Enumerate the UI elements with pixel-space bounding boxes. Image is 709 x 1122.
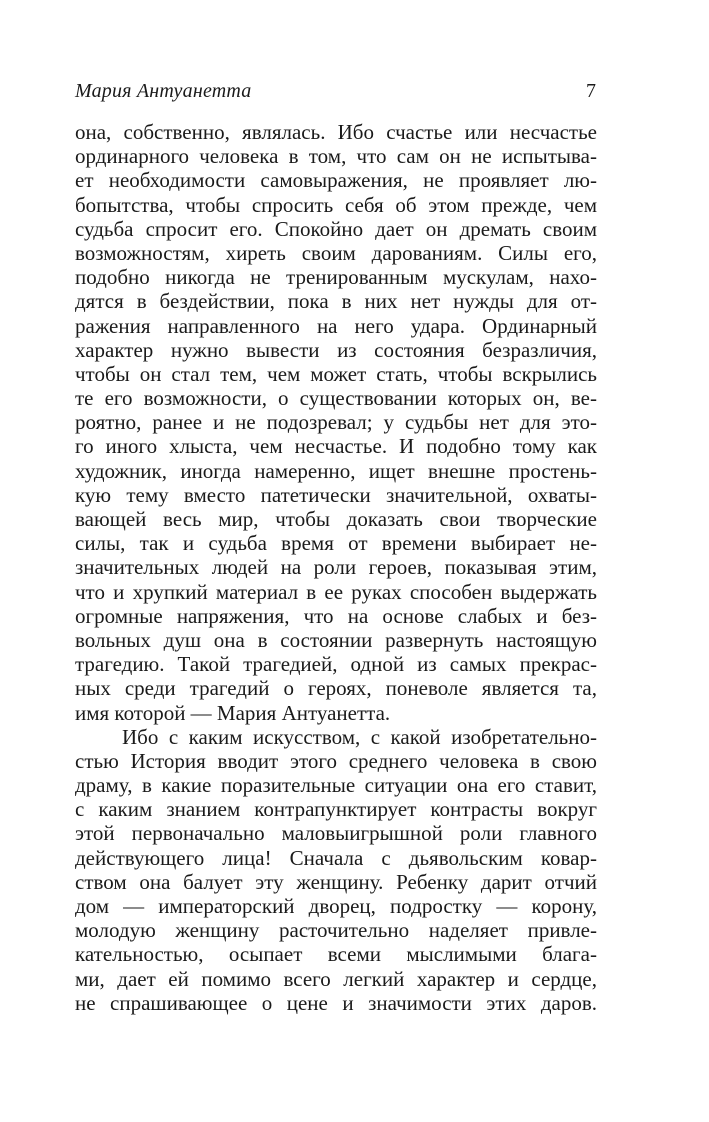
text-line: характер нужно вывести из состояния безразличия,: [75, 337, 597, 362]
text-line: художник, иногда намеренно, ищет внешне простень-: [75, 458, 597, 483]
paragraph-2: [75, 725, 597, 1015]
text-line: те его возможности, о существовании которых он, ве-: [75, 386, 597, 411]
text-line: бопытства, чтобы спросить себя об этом прежде, чем: [75, 192, 597, 217]
text-line: дом — императорский дворец, подростку — корону,: [75, 894, 597, 918]
text-line: молодую женщину расточительно наделяет привле-: [75, 918, 597, 943]
text-line: ражения направленного на него удара. Ординарный: [75, 313, 597, 338]
text-line: она, собственно, являлась. Ибо счастье или несчастье: [75, 120, 597, 144]
text-line: ет необходимости самовыражения, не проявляет лю-: [75, 168, 597, 193]
text-line: роятно, ранее и не подозревал; у судьбы нет для это-: [75, 410, 597, 435]
text-line: кательностью, осыпает всеми мыслимыми блага-: [75, 942, 597, 967]
running-head-title: Мария Антуанетта: [75, 80, 252, 102]
body-text: [75, 120, 597, 1015]
text-line: стью История вводит этого среднего человека в свою: [75, 748, 597, 773]
text-line: этой первоначально маловыигрышной роли главного: [75, 821, 597, 846]
text-line: огромные напряжения, что на основе слабых и без-: [75, 603, 597, 628]
text-line: ми, дает ей помимо всего легкий характер и сердце,: [75, 966, 597, 991]
text-line: чтобы он стал тем, чем может стать, чтобы вскрылись: [75, 361, 597, 386]
text-line: кую тему вместо патетически значительной, охваты-: [75, 482, 597, 507]
text-line: вающей весь мир, чтобы доказать свои творческие: [75, 507, 597, 531]
text-line: Ибо с каким искусством, с какой изобретательно-: [122, 724, 597, 749]
text-line: ных среди трагедий о героях, поневоле является та,: [75, 676, 597, 701]
text-line: силы, так и судьба время от времени выбирает не-: [75, 531, 597, 556]
text-line: вольных душ она в состоянии развернуть настоящую: [75, 627, 597, 652]
text-line: с каким знанием контрапунктирует контрасты вокруг: [75, 797, 597, 822]
text-line: имя которой — Мария Антуанетта.: [75, 700, 391, 725]
text-line: судьба спросит его. Спокойно дает он дремать своим: [75, 216, 597, 241]
text-line: не спрашивающее о цене и значимости этих даров.: [75, 990, 597, 1015]
text-line: действующего лица! Сначала с дьявольским ковар-: [75, 845, 597, 870]
paragraph-1: [75, 120, 597, 725]
text-line: возможностям, хиреть своим дарованиям. Силы его,: [75, 240, 597, 265]
text-line: что и хрупкий материал в ее руках способен выдержать: [75, 579, 597, 604]
text-line: ством она балует эту женщину. Ребенку дарит отчий: [75, 869, 597, 894]
text-line: значительных людей на роли героев, показывая этим,: [75, 555, 597, 580]
text-line: дятся в бездействии, пока в них нет нужды для от-: [75, 289, 597, 314]
text-line: ординарного человека в том, что сам он не испытыва-: [75, 144, 597, 169]
text-line: трагедию. Такой трагедией, одной из самых прекрас-: [75, 652, 597, 677]
text-line: го иного хлыста, чем несчастье. И подобно тому как: [75, 434, 597, 459]
text-line: драму, в какие поразительные ситуации она его ставит,: [75, 773, 597, 798]
page-number: 7: [586, 80, 596, 102]
text-line: подобно никогда не тренированным мускулам, нахо-: [75, 265, 597, 290]
